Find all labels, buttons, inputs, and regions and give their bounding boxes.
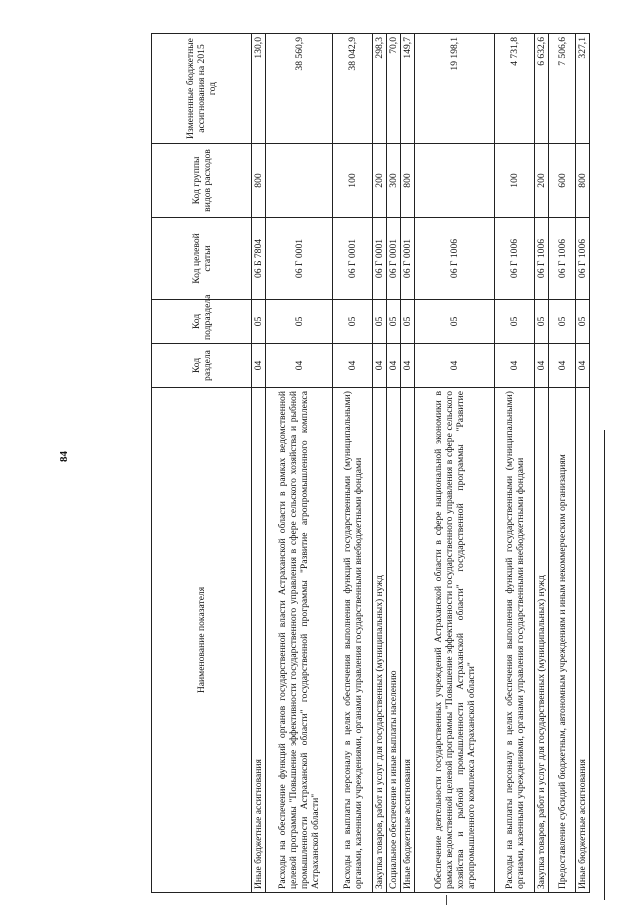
table-row [333, 34, 373, 893]
header-group: Код группы видов расходов [152, 144, 252, 218]
rotated-table-container [151, 34, 588, 893]
cell-razdel: 04 [495, 344, 535, 388]
cell-name: Социальное обеспечение и иные выплаты населению [387, 388, 401, 893]
table-row [266, 34, 333, 893]
cell-razdel: 04 [266, 344, 333, 388]
cell-name: Расходы на выплаты персоналу в целях обеспечения выполнения функций государственными (муниципальными) органами, казенными учреждениями, органами управления государственными внебюджетными фондами [495, 388, 535, 893]
cell-target: 06 Г 0001 [333, 218, 373, 300]
header-podrazdel: Код подраздела [152, 300, 252, 344]
table-row [387, 34, 401, 893]
table-row [415, 34, 495, 893]
margin-line [604, 430, 605, 900]
cell-amount: 70,0 [387, 34, 401, 144]
cell-podrazdel: 05 [266, 300, 333, 344]
cell-amount: 327,1 [576, 34, 590, 144]
cell-group [415, 144, 495, 218]
cell-podrazdel: 05 [333, 300, 373, 344]
table-header-row [152, 34, 252, 893]
header-razdel: Код раздела [152, 344, 252, 388]
cell-podrazdel: 05 [387, 300, 401, 344]
cell-target: 06 Г 0001 [266, 218, 333, 300]
table-row [549, 34, 576, 893]
cell-podrazdel: 05 [576, 300, 590, 344]
cell-target: 06 Г 1006 [576, 218, 590, 300]
table-row [495, 34, 535, 893]
cell-podrazdel: 05 [252, 300, 266, 344]
cell-name: Предоставление субсидий бюджетным, автономным учреждениям и иным некоммерческим организациям [549, 388, 576, 893]
cell-group: 800 [252, 144, 266, 218]
cell-amount: 6 632,6 [535, 34, 549, 144]
table-row [373, 34, 387, 893]
cell-group: 100 [495, 144, 535, 218]
cell-target: 06 Г 0001 [401, 218, 415, 300]
cell-razdel: 04 [373, 344, 387, 388]
cell-target: 06 Б 7804 [252, 218, 266, 300]
table-row [535, 34, 549, 893]
cell-amount: 38 560,9 [266, 34, 333, 144]
cell-podrazdel: 05 [415, 300, 495, 344]
header-amount: Измененные бюджетные ассигнования на 2015 год [152, 34, 252, 144]
cell-name: Иные бюджетные ассигнования [252, 388, 266, 893]
cell-razdel: 04 [576, 344, 590, 388]
table-row [252, 34, 266, 893]
cell-target: 06 Г 1006 [415, 218, 495, 300]
cell-name: Расходы на обеспечение функций органов государственной власти Астраханской области в рамках ведомственной целевой программы "Повышение эффективности государственного управления в сфере сельского хозяйства и рыбной промышленности Астраханской области" государственной программы "Развитие агропромышленного комплекса Астраханской области" [266, 388, 333, 893]
cell-razdel: 04 [252, 344, 266, 388]
header-target: Код целевой статьи [152, 218, 252, 300]
cell-target: 06 Г 1006 [495, 218, 535, 300]
margin-mark [446, 895, 447, 905]
cell-target: 06 Г 1006 [549, 218, 576, 300]
cell-razdel: 04 [401, 344, 415, 388]
cell-amount: 130,0 [252, 34, 266, 144]
cell-razdel: 04 [415, 344, 495, 388]
table-row [401, 34, 415, 893]
cell-podrazdel: 05 [495, 300, 535, 344]
cell-name: Закупка товаров, работ и услуг для государственных (муниципальных) нужд [535, 388, 549, 893]
cell-target: 06 Г 0001 [373, 218, 387, 300]
cell-name: Обеспечение деятельности государственных учреждений Астраханской области в сфере национальной экономики в рамках ведомственной целевой программы "Повышение эффективности государственного управления в сфере сельского хозяйства и рыбной промышленности Астраханской области" государственной программы "Развитие агропромышленного комплекса Астраханской области" [415, 388, 495, 893]
cell-name: Иные бюджетные ассигнования [576, 388, 590, 893]
header-name: Наименование показателя [152, 388, 252, 893]
cell-group: 200 [535, 144, 549, 218]
cell-group [266, 144, 333, 218]
budget-table [151, 33, 590, 893]
cell-amount: 7 506,6 [549, 34, 576, 144]
cell-razdel: 04 [549, 344, 576, 388]
cell-podrazdel: 05 [373, 300, 387, 344]
cell-group: 200 [373, 144, 387, 218]
cell-amount: 149,7 [401, 34, 415, 144]
page-number: 84 [58, 451, 70, 462]
cell-razdel: 04 [535, 344, 549, 388]
cell-group: 800 [401, 144, 415, 218]
cell-amount: 4 731,8 [495, 34, 535, 144]
cell-group: 600 [549, 144, 576, 218]
cell-name: Расходы на выплаты персоналу в целях обеспечения выполнения функций государственными (муниципальными) органами, казенными учреждениями, органами управления государственными внебюджетными фондами [333, 388, 373, 893]
table-row [576, 34, 590, 893]
cell-razdel: 04 [333, 344, 373, 388]
cell-group: 100 [333, 144, 373, 218]
cell-group: 800 [576, 144, 590, 218]
cell-name: Иные бюджетные ассигнования [401, 388, 415, 893]
cell-podrazdel: 05 [535, 300, 549, 344]
cell-razdel: 04 [387, 344, 401, 388]
cell-podrazdel: 05 [549, 300, 576, 344]
cell-amount: 38 042,9 [333, 34, 373, 144]
cell-target: 06 Г 1006 [535, 218, 549, 300]
cell-podrazdel: 05 [401, 300, 415, 344]
cell-group: 300 [387, 144, 401, 218]
cell-name: Закупка товаров, работ и услуг для государственных (муниципальных) нужд [373, 388, 387, 893]
cell-amount: 298,3 [373, 34, 387, 144]
cell-amount: 19 198,1 [415, 34, 495, 144]
cell-target: 06 Г 0001 [387, 218, 401, 300]
